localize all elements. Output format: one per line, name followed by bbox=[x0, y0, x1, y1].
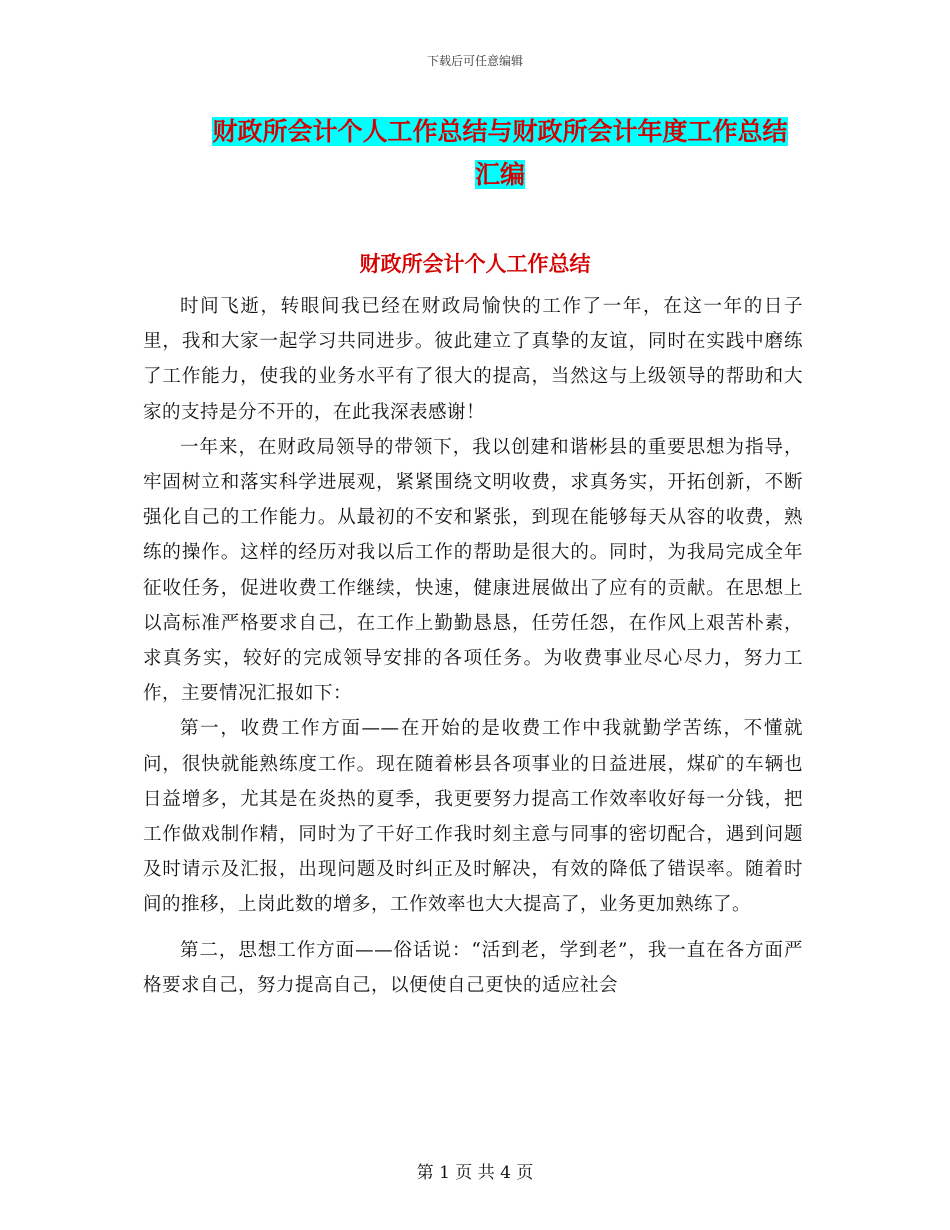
paragraph: 第一，收费工作方面——在开始的是收费工作中我就勤学苦练，不懂就问，很快就能熟练度工作。现在随着彬县各项事业的日益进展，煤矿的车辆也日益增多，尤其是在炎热的夏季，我更要努力提高工作效率收好每一分钱，把工作做戏制作精，同时为了干好工作我时刻主意与同事的密切配合，遇到问题及时请示及汇报，出现问题及时纠正及时解决，有效的降低了错误率。随着时间的推移，上岗此数的增多，工作效率也大大提高了，业务更加熟练了。 bbox=[143, 718, 803, 916]
section-title: 财政所会计个人工作总结 bbox=[359, 252, 591, 276]
paragraph: 第二，思想工作方面——俗话说：“活到老，学到老”，我一直在各方面严格要求自己，努力提高自己，以便使自己更快的适应社会 bbox=[143, 939, 803, 996]
document-title bbox=[190, 110, 810, 196]
page-footer: 第 1 页 共 4 页 bbox=[416, 1163, 534, 1183]
document-title-line-1: 财政所会计个人工作总结与财政所会计年度工作总结 bbox=[212, 117, 788, 146]
body-text bbox=[143, 289, 803, 1003]
paragraph: 时间飞逝，转眼间我已经在财政局愉快的工作了一年，在这一年的日子里，我和大家一起学习共同进步。彼此建立了真挚的友谊，同时在实践中磨练了工作能力，使我的业务水平有了很大的提高，当然这与上级领导的帮助和大家的支持是分不开的，在此我深表感谢！ bbox=[143, 296, 803, 423]
header-note: 下载后可任意编辑 bbox=[426, 54, 523, 68]
document-title-line-2: 汇编 bbox=[474, 160, 525, 189]
paragraph: 一年来，在财政局领导的带领下，我以创建和谐彬县的重要思想为指导，牢固树立和落实科学进展观，紧紧围绕文明收费，求真务实，开拓创新，不断强化自己的工作能力。从最初的不安和紧张，到现在能够每天从容的收费，熟练的操作。这样的经历对我以后工作的帮助是很大的。同时，为我局完成全年征收任务，促进收费工作继续，快速，健康进展做出了应有的贡献。在思想上以高标准严格要求自己，在工作上勤勤恳恳，任劳任怨，在作风上艰苦朴素，求真务实，较好的完成领导安排的各项任务。为收费事业尽心尽力，努力工作，主要情况汇报如下： bbox=[143, 436, 803, 705]
